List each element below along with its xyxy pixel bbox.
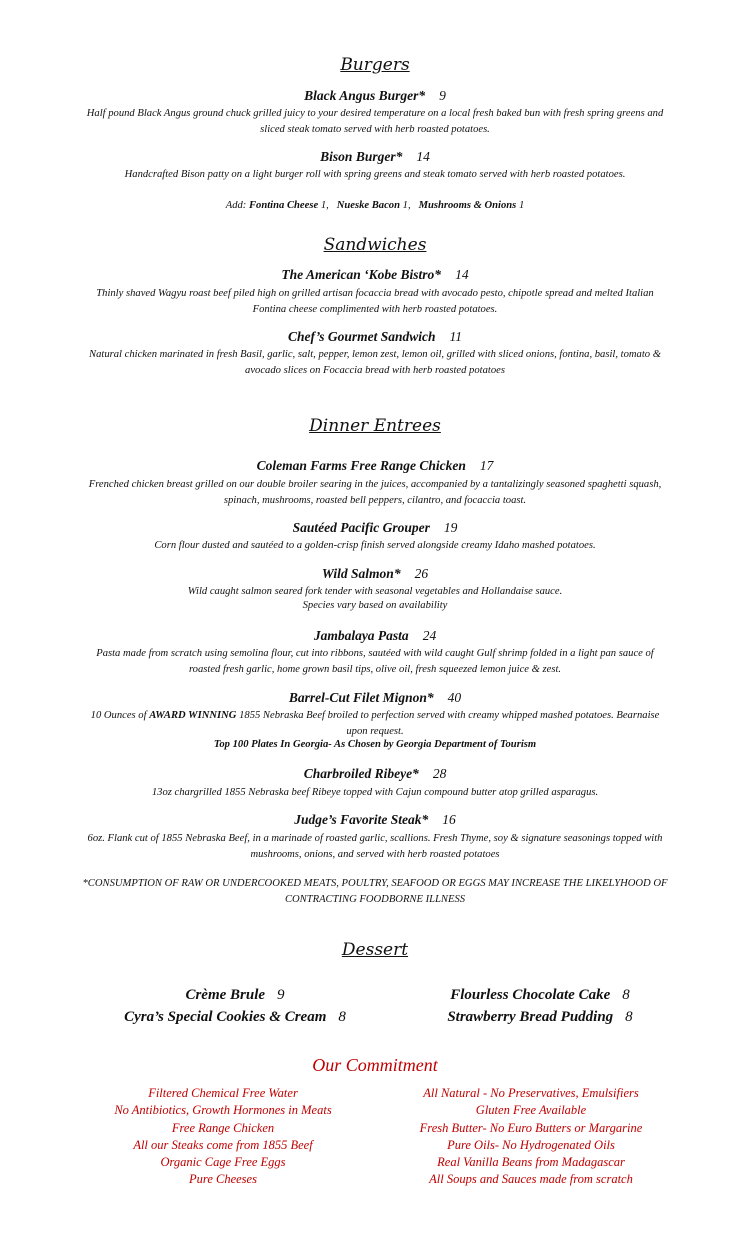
- commitment-item: Pure Cheeses: [189, 1172, 257, 1187]
- item-price: 9: [277, 987, 285, 1003]
- item-name: Jambalaya Pasta: [313, 628, 409, 643]
- item-name: Judge’s Favorite Steak*: [294, 812, 429, 827]
- bison-burger-title: [0, 149, 750, 165]
- award-winning-label: AWARD WINNING: [149, 710, 237, 721]
- item-name: Strawberry Bread Pudding: [447, 1009, 614, 1025]
- addon-fontina: Fontina Cheese: [248, 200, 319, 211]
- ribeye-title: [0, 766, 750, 782]
- item-name: Black Angus Burger*: [304, 88, 426, 103]
- chefs-sandwich-title: [0, 329, 750, 345]
- bread-pudding-item: [395, 1009, 685, 1026]
- jambalaya-title: [0, 628, 750, 644]
- creme-brule-item: [95, 987, 375, 1004]
- item-name: Barrel-Cut Filet Mignon*: [288, 690, 434, 705]
- commitment-left-list: [58, 1085, 388, 1189]
- chefs-sandwich-description: Natural chicken marinated in fresh Basil, garlic, salt, pepper, lemon zest, lemon oil, grilled with sliced onions, fontina, basil, tomato & avocado slices on Focaccia bread with herb roasted potatoes: [89, 349, 661, 376]
- item-price: 24: [422, 628, 437, 643]
- item-price: 16: [442, 812, 456, 827]
- chocolate-cake-item: [395, 987, 685, 1004]
- judges-steak-description: 6oz. Flank cut of 1855 Nebraska Beef, in a marinade of roasted garlic, scallions. Fresh Thyme, soy & signature seasonings topped with mushrooms, onions, and served with herb roasted potatoes: [87, 833, 663, 860]
- addon-mushrooms: Mushrooms & Onions: [418, 200, 517, 211]
- item-name: Charbroiled Ribeye*: [303, 766, 419, 781]
- item-price: 40: [447, 690, 462, 705]
- item-price: 28: [432, 766, 447, 781]
- item-price: 11: [449, 329, 463, 344]
- black-angus-burger-title: [0, 88, 750, 104]
- item-name: Crème Brule: [185, 987, 266, 1003]
- item-name: Bison Burger*: [320, 149, 403, 164]
- commitment-item: Real Vanilla Beans from Madagascar: [437, 1155, 625, 1170]
- grouper-title: [0, 520, 750, 536]
- salmon-note: Species vary based on availability: [302, 600, 448, 611]
- addon-bacon-price: 1,: [402, 200, 411, 211]
- filet-mignon-description: [85, 708, 665, 739]
- item-price: 14: [416, 149, 430, 164]
- item-name: Sautéed Pacific Grouper: [292, 520, 430, 535]
- commitment-item: Organic Cage Free Eggs: [160, 1155, 286, 1170]
- commitment-item: All our Steaks come from 1855 Beef: [133, 1137, 313, 1152]
- commitment-item: All Natural - No Preservatives, Emulsifiers: [423, 1086, 639, 1100]
- judges-steak-title: [0, 812, 750, 828]
- cookies-cream-item: [95, 1009, 375, 1026]
- filet-desc-post: 1855 Nebraska Beef broiled to perfection served with creamy whipped mashed potatoes. Bearnaise upon request.: [239, 710, 660, 737]
- commitment-heading: Our Commitment: [312, 1055, 438, 1075]
- item-price: 8: [625, 1009, 633, 1025]
- kobe-bistro-description: Thinly shaved Wagyu roast beef piled high on grilled artisan focaccia bread with avocado pesto, chipotle spread and melted Italian Fontina cheese complimented with herb roasted potatoes.: [96, 288, 654, 315]
- jambalaya-description: Pasta made from scratch using semolina flour, cut into ribbons, sautéed with wild caught Gulf shrimp folded in a light pan sauce of roasted fresh garlic, home grown basil tips, olive oil, fresh squeezed lemon juice & zest.: [96, 648, 654, 675]
- item-name: Cyra’s Special Cookies & Cream: [124, 1009, 327, 1025]
- burgers-heading: Burgers: [340, 55, 410, 75]
- dinner-entrees-heading: Dinner Entrees: [309, 416, 441, 436]
- ribeye-description: 13oz chargrilled 1855 Nebraska beef Ribeye topped with Cajun compound butter atop grilled asparagus.: [151, 787, 599, 798]
- consumption-warning: *CONSUMPTION OF RAW OR UNDERCOOKED MEATS, POULTRY, SEAFOOD OR EGGS MAY INCREASE THE LIKELYHOOD OF CONTRACTING FOODBORNE ILLNESS: [82, 878, 668, 905]
- item-name: The American ‘Kobe Bistro*: [281, 267, 442, 282]
- item-price: 17: [479, 458, 494, 473]
- filet-mignon-title: [0, 690, 750, 706]
- commitment-right-list: [366, 1085, 696, 1189]
- commitment-item: No Antibiotics, Growth Hormones in Meats: [114, 1103, 332, 1118]
- kobe-bistro-title: [0, 267, 750, 283]
- chicken-title: [0, 458, 750, 474]
- item-name: Chef’s Gourmet Sandwich: [287, 329, 436, 344]
- item-name: Wild Salmon*: [321, 566, 401, 581]
- item-name: Flourless Chocolate Cake: [450, 987, 611, 1003]
- item-price: 8: [338, 1009, 346, 1025]
- chicken-description: Frenched chicken breast grilled on our double broiler searing in the juices, accompanied by a tantalizingly seasoned spaghetti squash, spinach, mushrooms, roasted bell peppers, cilantro, and focaccia toast.: [88, 479, 662, 506]
- commitment-item: Gluten Free Available: [475, 1103, 587, 1118]
- addon-mushrooms-price: 1: [518, 200, 525, 211]
- item-price: 9: [439, 88, 446, 103]
- addons-label: Add:: [225, 200, 247, 211]
- filet-accolade: Top 100 Plates In Georgia- As Chosen by Georgia Department of Tourism: [213, 739, 537, 750]
- bison-burger-description: Handcrafted Bison patty on a light burger roll with spring greens and steak tomato served with herb roasted potatoes.: [124, 169, 626, 180]
- grouper-description: Corn flour dusted and sautéed to a golden-crisp finish served alongside creamy Idaho mashed potatoes.: [154, 540, 596, 551]
- item-price: 8: [622, 987, 630, 1003]
- commitment-item: All Soups and Sauces made from scratch: [429, 1172, 633, 1187]
- addon-bacon: Nueske Bacon: [336, 200, 400, 211]
- item-name: Coleman Farms Free Range Chicken: [256, 458, 466, 473]
- commitment-item: Pure Oils- No Hydrogenated Oils: [447, 1137, 615, 1152]
- sandwiches-heading: Sandwiches: [323, 235, 427, 255]
- salmon-description: Wild caught salmon seared fork tender with seasonal vegetables and Hollandaise sauce.: [187, 586, 563, 597]
- commitment-item: Fresh Butter- No Euro Butters or Margarine: [419, 1120, 643, 1135]
- dessert-heading: Dessert: [341, 940, 409, 960]
- item-price: 14: [455, 267, 469, 282]
- item-price: 19: [443, 520, 458, 535]
- commitment-item: Filtered Chemical Free Water: [148, 1086, 298, 1100]
- item-price: 26: [414, 566, 429, 581]
- salmon-title: [0, 566, 750, 582]
- burger-addons: [0, 200, 750, 211]
- black-angus-burger-description: Half pound Black Angus ground chuck grilled juicy to your desired temperature on a local fresh baked bun with fresh spring greens and sliced steak tomato served with herb roasted potatoes.: [86, 108, 664, 135]
- commitment-item: Free Range Chicken: [171, 1120, 275, 1135]
- filet-desc-pre: 10 Ounces of: [90, 710, 147, 721]
- addon-fontina-price: 1,: [320, 200, 329, 211]
